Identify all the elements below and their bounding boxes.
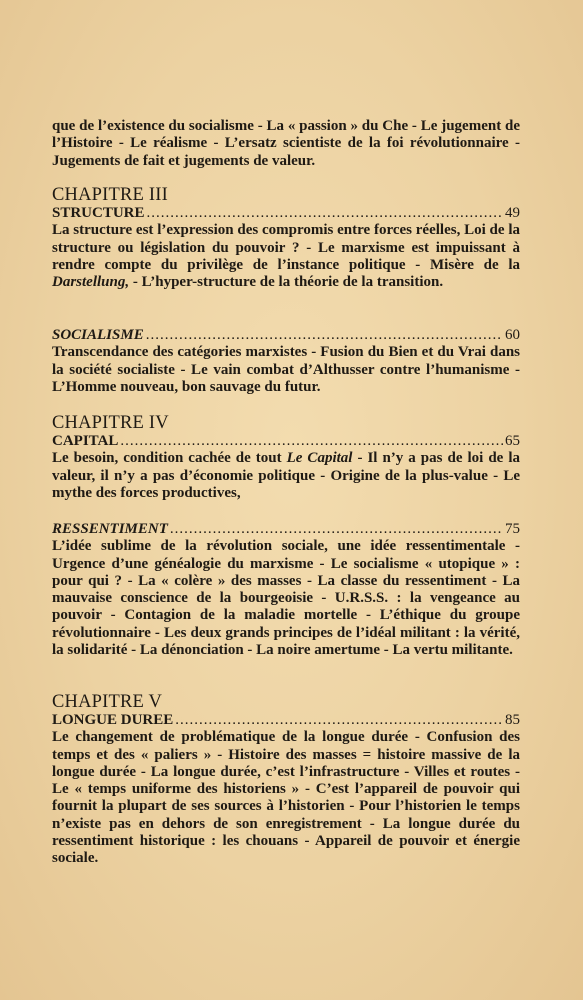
desc-part: - L’hyper-structure de la théorie de la transition. [129, 274, 444, 291]
chapter-title: CHAPITRE III [52, 185, 168, 205]
intro-text: que de l’existence du socialisme - La « passion » du Che - Le jugement de l’Histoire - Le réalisme - L’ersatz scientiste de la foi révolutionnaire - Jugements de fait et jugements de valeur. [52, 118, 520, 169]
dot-leader [170, 521, 503, 538]
entry-name: STRUCTURE [52, 205, 145, 221]
entry-page-number: 75 [505, 521, 520, 537]
dot-leader [147, 205, 503, 222]
entry-page-number: 60 [505, 327, 520, 343]
dot-leader [120, 433, 503, 450]
entry-description: Le changement de problématique de la longue durée - Confusion des temps et des « paliers » - Histoire des masses = histoire massive de la longue durée - La longue durée, c’est l’infrastructure - Villes et routes - Le « temps uniforme des historiens » - C’est l’appareil de pouvoir qui fournit la plupart de ses sources à l’historien - Pour l’historien le temps n’existe pas en dehors de son enregistrement - La longue durée du ressentiment historique : les chouans - Appareil de pouvoir et énergie sociale. [52, 729, 520, 867]
toc-entry-structure[interactable] [52, 205, 520, 222]
entry-page-number: 65 [505, 433, 520, 449]
entry-page-number: 85 [505, 712, 520, 728]
dot-leader [146, 327, 503, 344]
entry-name: SOCIALISME [52, 327, 144, 343]
toc-entry-ressentiment[interactable] [52, 521, 520, 538]
desc-part: Le besoin, condition cachée de tout [52, 450, 287, 467]
section-ressentiment [52, 521, 520, 659]
desc-part: La structure est l’expression des compromis entre forces réelles, Loi de la structure ou législation du pouvoir ? - Le marxisme est impuissant à rendre compte du privilège de l’instance politique - Misère de la [52, 222, 520, 273]
chapter-3 [52, 186, 520, 291]
entry-name: CAPITAL [52, 433, 119, 449]
toc-entry-capital[interactable] [52, 433, 520, 450]
toc-entry-socialisme[interactable] [52, 327, 520, 344]
desc-italic: Le Capital [286, 450, 353, 467]
section-socialisme [52, 327, 520, 396]
chapter-5 [52, 693, 520, 868]
entry-page-number: 49 [505, 205, 520, 221]
desc-italic: Darstellung, [52, 274, 130, 291]
chapter-title: CHAPITRE V [52, 692, 163, 712]
desc-part: - Il n’y a pas de loi de la valeur, il n’y a pas d’économie politique - Origine de la plus-value - Le mythe des forces productives, [52, 450, 520, 501]
entry-description: Transcendance des catégories marxistes - Fusion du Bien et du Vrai dans la société socialiste - Le vain combat d’Althusser contre l’humanisme - L’Homme nouveau, bon sauvage du futur. [52, 344, 520, 395]
entry-description [52, 450, 520, 502]
entry-description: L’idée sublime de la révolution sociale, une idée ressentimentale - Urgence d’une généalogie du marxisme - Le socialisme « utopique » : pour qui ? - La « colère » des masses - La classe du ressentiment - La mauvaise conscience de la bourgeoisie - U.R.S.S. : la vengeance au pouvoir - Contagion de la maladie mortelle - L’éthique du groupe révolutionnaire - Les deux grands principes de l’idéal militant : la vérité, la solidarité - La dénonciation - La noire amertume - La vertu militante. [52, 538, 520, 659]
toc-entry-longue-duree[interactable] [52, 712, 520, 729]
entry-name: LONGUE DUREE [52, 712, 174, 728]
dot-leader [175, 712, 503, 729]
chapter-4 [52, 414, 520, 502]
intro-block [52, 118, 520, 170]
entry-description [52, 222, 520, 291]
chapter-title: CHAPITRE IV [52, 413, 169, 433]
entry-name: RESSENTIMENT [52, 521, 168, 537]
